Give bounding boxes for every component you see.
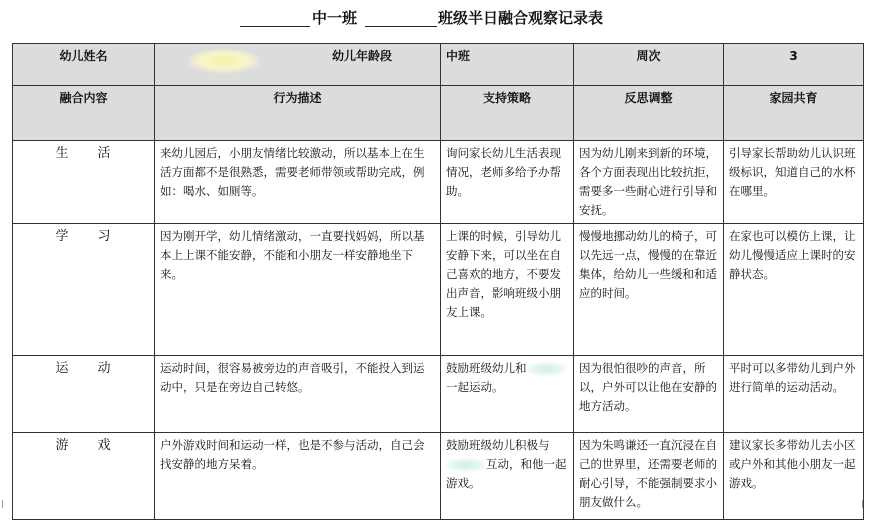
week-label: 周次 — [574, 44, 724, 86]
col-header-support: 支持策略 — [441, 86, 574, 141]
behavior-cell: 运动时间，很容易被旁边的声音吸引，不能投入到运动中，只是在旁边自己转悠。 — [155, 356, 441, 433]
age-group-label: 幼儿年龄段 — [332, 49, 393, 63]
age-group-value: 中班 — [441, 44, 574, 86]
page-corner-mark-right — [862, 500, 867, 508]
home-cell: 引导家长帮助幼儿认识班级标识，知道自己的水杯在哪里。 — [724, 141, 864, 224]
page-corner-mark-left — [2, 500, 7, 508]
behavior-cell: 来幼儿园后，小朋友情绪比较激动，所以基本上在生活方面都不是很熟悉，需要老师带领或帮助完成，例如：喝水、如厕等。 — [155, 141, 441, 224]
info-header-row — [13, 44, 864, 86]
support-cell — [441, 433, 574, 520]
table-row — [13, 433, 864, 520]
row-label-game: 游 戏 — [13, 433, 155, 520]
child-name-value-cell — [155, 44, 441, 86]
support-cell: 询问家长幼儿生活表现情况，老师多给予办帮助。 — [441, 141, 574, 224]
support-text-start: 鼓励班级幼儿和 — [446, 361, 527, 375]
support-cell: 上课的时候，引导幼儿安静下来，可以坐在自己喜欢的地方，不要发出声音，影响班级小朋友上课。 — [441, 224, 574, 356]
support-text-end: 互动，和他一起游戏。 — [446, 457, 567, 490]
row-label-study: 学 习 — [13, 224, 155, 356]
table-row — [13, 356, 864, 433]
support-text-end: 一起运动。 — [446, 380, 504, 394]
support-text-start: 鼓励班级幼儿积极与 — [446, 438, 550, 452]
row-label-life: 生 活 — [13, 141, 155, 224]
redacted-name — [188, 49, 260, 73]
reflection-cell: 因为朱鸣谦还一直沉浸在自己的世界里，还需要老师的耐心引导，不能强制要求小朋友做什么。 — [574, 433, 724, 520]
title-underline-left — [240, 26, 310, 27]
form-title: 班级半日融合观察记录表 — [438, 9, 604, 27]
reflection-cell: 慢慢地挪动幼儿的椅子，可以先远一点，慢慢的在靠近集体，给幼儿一些缓和和适应的时间。 — [574, 224, 724, 356]
child-name-label: 幼儿姓名 — [13, 44, 155, 86]
behavior-cell: 户外游戏时间和运动一样，也是不参与活动，自己会找安静的地方呆着。 — [155, 433, 441, 520]
class-name: 中一班 — [312, 9, 358, 27]
table-row — [13, 224, 864, 356]
col-header-content: 融合内容 — [13, 86, 155, 141]
column-header-row — [13, 86, 864, 141]
observation-table — [12, 43, 864, 520]
col-header-reflection: 反思调整 — [574, 86, 724, 141]
home-cell: 建议家长多带幼儿去小区或户外和其他小朋友一起游戏。 — [724, 433, 864, 520]
row-label-sport: 运 动 — [13, 356, 155, 433]
title-underline-right — [365, 26, 437, 27]
document-title — [0, 6, 870, 30]
reflection-cell: 因为很怕很吵的声音，所以，户外可以让他在安静的地方活动。 — [574, 356, 724, 433]
redacted-name — [527, 362, 567, 376]
home-cell: 在家也可以模仿上课，让幼儿慢慢适应上课时的安静状态。 — [724, 224, 864, 356]
home-cell: 平时可以多带幼儿到户外进行简单的运动活动。 — [724, 356, 864, 433]
col-header-behavior: 行为描述 — [155, 86, 441, 141]
table-row — [13, 141, 864, 224]
redacted-name — [446, 458, 486, 472]
support-cell — [441, 356, 574, 433]
week-value: 3 — [724, 44, 864, 86]
reflection-cell: 因为幼儿刚来到新的环境，各个方面表现出比较抗拒，需要多一些耐心进行引导和安抚。 — [574, 141, 724, 224]
col-header-home: 家园共育 — [724, 86, 864, 141]
behavior-cell: 因为刚开学，幼儿情绪激动，一直要找妈妈，所以基本上上课不能安静，不能和小朋友一样安静地坐下来。 — [155, 224, 441, 356]
